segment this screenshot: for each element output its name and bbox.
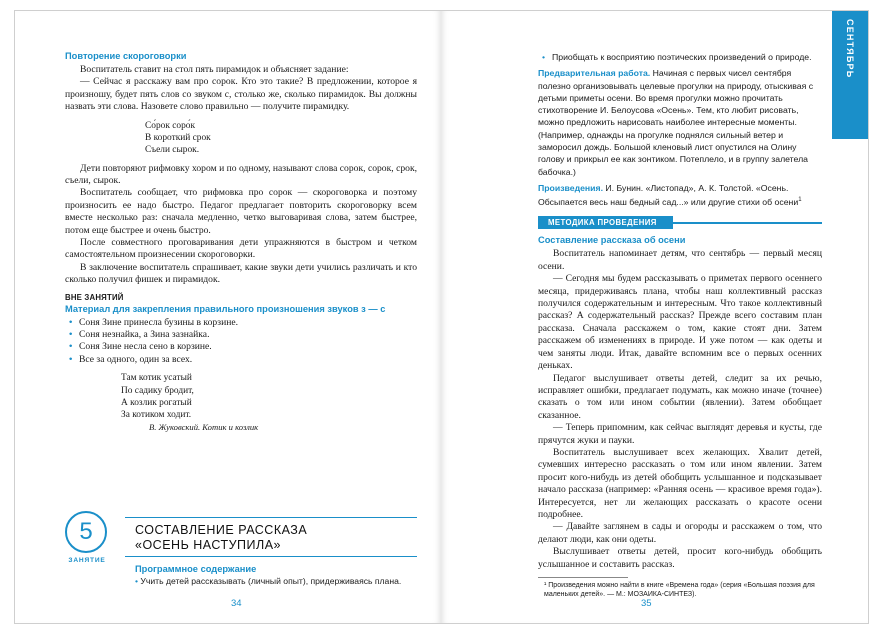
list-item: • Все за одного, один за всех.	[69, 354, 417, 366]
verse-line: А козлик рогатый	[121, 397, 192, 408]
outside-lessons-label: ВНЕ ЗАНЯТИЙ	[65, 292, 124, 302]
footnote-divider	[538, 577, 628, 578]
verse-line: Съели сырок.	[145, 145, 200, 156]
divider	[125, 517, 417, 518]
left-page	[14, 10, 441, 624]
footnote: ¹ Произведения можно найти в книге «Времена года» (серия «Большая поэзия для маленьких детей». — М.: МОЗАИКА-СИНТЕЗ).	[544, 582, 815, 599]
left-column	[65, 51, 417, 434]
paragraph: Воспитатель напоминает детям, что сентябрь — первый месяц осени.	[538, 248, 822, 272]
section-label: МЕТОДИКА ПРОВЕДЕНИЯ	[538, 216, 673, 229]
section-line	[673, 222, 822, 224]
verse-kotik	[121, 372, 417, 433]
verse-sorok	[145, 120, 417, 157]
paragraph: — Сегодня мы будем рассказывать о приметах первого осеннего месяца, придерживаясь плана, чтобы наш коллективный рассказ получился содержательным и интересным. Что такое коллективный рассказ? А содержательный рассказ? Прежде всего составим план рассказа. Сначала расскажем о том, какие стоят дни. Затем расскажем об изменениях в природе. И уже потом — как одеты и чем заняты люди. Итак, давайте вспомним все о первых осенних деньках.	[538, 273, 822, 372]
works-text: И. Бунин. «Листопад», А. К. Толстой. «Осень. Обсыпается весь наш бедный сад...» или другие стихи об осени	[538, 182, 799, 208]
list-item: • Приобщать к восприятию поэтических произведений о природе.	[542, 51, 822, 63]
lesson-label: ЗАНЯТИЕ	[68, 557, 106, 564]
heading-tongue-twister: Повторение скороговорки	[65, 51, 187, 61]
paragraph: — Теперь припомним, как сейчас выглядят деревья и кусты, где прячутся жуки и пауки.	[538, 422, 822, 446]
verse-source: В. Жуковский. Котик и козлик	[149, 422, 259, 433]
prep-paragraph	[538, 67, 822, 178]
heading-material: Материал для закрепления правильного произношения звуков з — с	[65, 303, 386, 314]
section-bar	[538, 216, 822, 229]
lesson-number: 5	[65, 511, 107, 553]
paragraph: В заключение воспитатель спрашивает, какие звуки дети учились различать и кто сколько получил фишек и пирамидок.	[65, 261, 417, 286]
heading-story: Составление рассказа об осени	[538, 235, 686, 246]
paragraph: Воспитатель выслушивает всех желающих. Хвалит детей, сумевших интересно рассказать о том или ином явлении. Затем просит кого-нибудь из детей обобщить услышанное и подсказывает начало рассказа (например: «Ранняя осень — красивое время года»). Интересуется, нет ли желающих рассказать о красоте осени подробнее.	[538, 446, 822, 520]
works-paragraph	[538, 182, 822, 208]
page-number: 34	[231, 598, 242, 609]
list-item: • Соня Зине несла сено в корзине.	[69, 341, 417, 353]
list-item: • Соня Зине принесла бузины в корзине.	[69, 317, 417, 329]
prep-text: Начиная с первых чисел сентября полезно организовывать целевые прогулки на природу, отыскивая с детьми приметы осени. Во время прогулки можно прочитать стихотворение И. Белоусова «Осень». Тем, кто любит рисовать, можно предложить нарисовать наиболее интересные моменты. (Например, однажды на прогулке поднялся сильный ветер и заморосил дождь. Большой кленовый лист опустился на Олину голову и прикрыл ее как зонтиком. Потеплело, и в группу залетела бабочка.)	[538, 68, 814, 177]
footnote-mark: 1	[798, 197, 802, 204]
paragraph: Дети повторяют рифмовку хором и по одному, называют слова сорок, сорок, срок, съели, сырок.	[65, 162, 417, 186]
lesson-title	[135, 523, 307, 553]
list-item: • Соня незнайка, а Зина зазнайка.	[69, 329, 417, 341]
bullet-list	[542, 51, 822, 63]
paragraph: Воспитатель сообщает, что рифмовка про сорок — скороговорка и поэтому произносить ее надо быстро. Педагог предлагает повторить скороговорку всем вместе несколько раз: сначала медленно, четко выговаривая слова, затем быстрее, потом еще быстрее и очень быстро.	[65, 187, 417, 236]
prep-label: Предварительная работа.	[538, 68, 651, 79]
paragraph: Педагог выслушивает ответы детей, следит за их речью, исправляет ошибки, предлагает подумать, как можно иначе (точнее) сказать о том или ином событии (явлении). Затем обобщает сказанное.	[538, 372, 822, 421]
paragraph: После совместного проговаривания дети упражняются в быстром и четком самостоятельном произнесении скороговорки.	[65, 236, 417, 261]
verse-line: За котиком ходит.	[121, 410, 192, 421]
works-label: Произведения.	[538, 182, 603, 193]
paragraph: Выслушивает ответы детей, просит кого-нибудь обобщить услышанное и составить рассказ.	[538, 546, 822, 570]
verse-line: Там котик усатый	[121, 373, 192, 384]
right-column	[538, 51, 822, 599]
right-page	[441, 10, 869, 624]
paragraph: Воспитатель ставит на стол пять пирамидок и объясняет задание:	[80, 64, 349, 75]
page-number: 35	[641, 598, 652, 609]
verse-line: Со́рок соро́к	[145, 120, 195, 131]
month-tab	[832, 11, 868, 139]
verse-line: По садику бродит,	[121, 385, 194, 396]
lesson-bullet: • Учить детей рассказывать (личный опыт), придерживаясь плана.	[135, 576, 401, 586]
bullet-list	[69, 317, 417, 367]
lesson-title-line: СОСТАВЛЕНИЕ РАССКАЗА	[135, 523, 308, 537]
month-tab-label: СЕНТЯБРЬ	[845, 19, 855, 79]
verse-line: В короткий срок	[145, 132, 211, 143]
program-content-heading: Программное содержание	[135, 564, 257, 574]
paragraph: — Давайте заглянем в сады и огороды и расскажем о том, что делают люди, как они одеты.	[538, 521, 822, 545]
divider	[125, 556, 417, 557]
paragraph: — Сейчас я расскажу вам про сорок. Кто это такие? В предложении, которое я произношу, будет пять слов со звуком с, столько же, сколько пирамидок. Вы должны назвать эти слова. Назовете слово правильно — получите пирамидку.	[65, 76, 417, 113]
lesson-title-line: «ОСЕНЬ НАСТУПИЛА»	[135, 538, 281, 552]
lesson-block	[65, 505, 417, 595]
